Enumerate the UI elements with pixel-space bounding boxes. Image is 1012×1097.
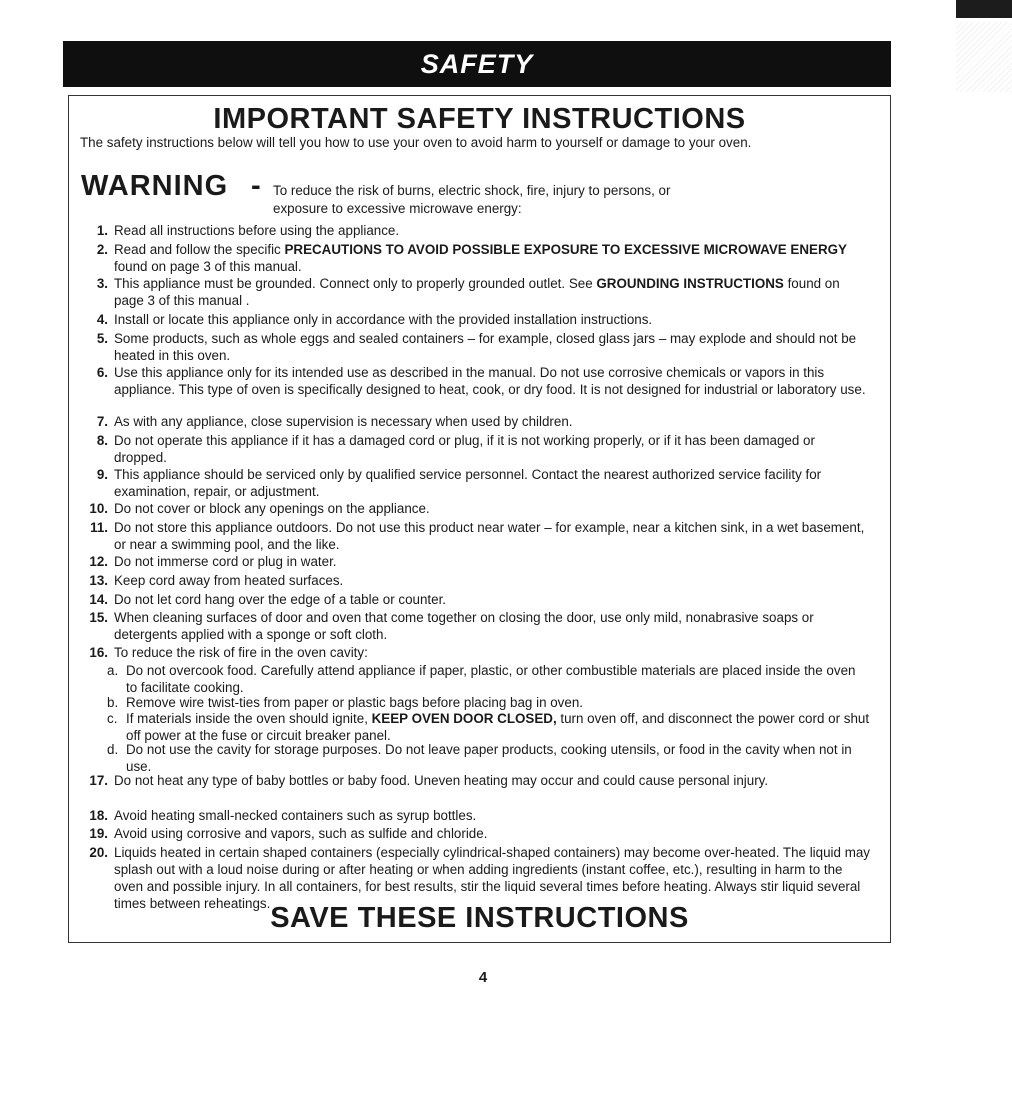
intro-text: The safety instructions below will tell you how to use your oven to avoid harm to yourself or damage to your oven.	[80, 135, 752, 150]
item-number: 5.	[96, 331, 108, 346]
list-item	[75, 553, 870, 570]
item-text: Do not let cord hang over the edge of a table or counter.	[114, 592, 447, 607]
sub-item-letter: d.	[107, 742, 119, 757]
item-text: Install or locate this appliance only in accordance with the provided installation instructions.	[114, 312, 653, 327]
sub-item-letter: c.	[107, 711, 118, 726]
item-text: When cleaning surfaces of door and oven that come together on closing the door, use only mild, nonabrasive soaps or detergents applied with a sponge or soft cloth.	[114, 610, 814, 642]
list-item	[75, 222, 870, 239]
list-item	[75, 572, 870, 589]
item-text: Keep cord away from heated surfaces.	[114, 573, 344, 588]
item-text: As with any appliance, close supervision is necessary when used by children.	[114, 414, 573, 429]
list-item	[75, 364, 870, 398]
item-text: Liquids heated in certain shaped containers (especially cylindrical-shaped containers) may become over-heated. The liquid may splash out with a loud noise during or after heating or when adding ingredients (instant coffee, etc.), resulting in harm to the oven and possible injury. In all containers, for best results, stir the liquid several times before heating. Always stir liquid several times between reheatings.	[114, 845, 870, 911]
item-number: 19.	[89, 826, 108, 841]
list-item	[75, 519, 870, 553]
list-item	[75, 432, 870, 466]
item-text: Some products, such as whole eggs and sealed containers – for example, closed glass jars – may explode and should not be heated in this oven.	[114, 331, 857, 363]
item-number: 2.	[96, 242, 108, 257]
item-number: 1.	[96, 223, 108, 238]
item-number: 11.	[90, 520, 108, 535]
item-text: Avoid heating small-necked containers such as syrup bottles.	[114, 808, 477, 823]
list-item	[75, 311, 870, 328]
scan-corner-mark	[956, 0, 1012, 18]
list-item	[75, 807, 870, 824]
list-item	[75, 772, 870, 789]
sub-list-item	[107, 694, 870, 711]
item-text: Do not cover or block any openings on the appliance.	[114, 501, 430, 516]
scan-speckle	[956, 22, 1012, 92]
item-number: 4.	[96, 312, 108, 327]
warning-text-line2: exposure to excessive microwave energy:	[273, 201, 522, 216]
warning-text-line1: To reduce the risk of burns, electric shock, fire, injury to persons, or	[273, 183, 671, 198]
item-number: 18.	[89, 808, 108, 823]
item-text: This appliance must be grounded. Connect only to properly grounded outlet. See GROUNDING INSTRUCTIONS found on page 3 of this manual .	[114, 276, 840, 308]
item-text: Read all instructions before using the appliance.	[114, 223, 400, 238]
item-number: 7.	[96, 414, 108, 429]
item-number: 8.	[96, 433, 108, 448]
warning-dash: -	[251, 170, 261, 202]
section-title: SAFETY	[420, 49, 534, 79]
item-text: Read and follow the specific PRECAUTIONS TO AVOID POSSIBLE EXPOSURE TO EXCESSIVE MICROWAVE ENERGY found on page 3 of this manual.	[114, 242, 847, 274]
sub-list-item	[107, 710, 870, 744]
list-item	[75, 466, 870, 500]
item-text: Do not store this appliance outdoors. Do not use this product near water – for example, near a kitchen sink, in a wet basement, or near a swimming pool, and the like.	[114, 520, 865, 552]
item-text: Do not operate this appliance if it has a damaged cord or plug, if it is not working properly, or if it has been damaged or dropped.	[114, 433, 815, 465]
item-number: 16.	[89, 645, 108, 660]
item-number: 14.	[89, 592, 108, 607]
sub-item-text: Do not overcook food. Carefully attend appliance if paper, plastic, or other combustible materials are placed inside the oven to facilitate cooking.	[126, 663, 856, 695]
sub-list-item	[107, 741, 870, 775]
item-number: 6.	[96, 365, 108, 380]
sub-item-text: Do not use the cavity for storage purposes. Do not leave paper products, cooking utensils, or food in the cavity when not in use.	[126, 742, 852, 774]
list-item	[75, 825, 870, 842]
item-number: 9.	[96, 467, 108, 482]
item-number: 17.	[89, 773, 108, 788]
page-number: 4	[478, 969, 488, 986]
item-text: To reduce the risk of fire in the oven cavity:	[114, 645, 368, 660]
list-item	[75, 413, 870, 430]
sub-item-letter: a.	[107, 663, 119, 678]
item-number: 13.	[89, 573, 108, 588]
item-text: This appliance should be serviced only by qualified service personnel. Contact the nearest authorized service facility for examination, repair, or adjustment.	[114, 467, 822, 499]
item-number: 15.	[89, 610, 108, 625]
save-instructions-heading: SAVE THESE INSTRUCTIONS	[270, 902, 689, 934]
sub-item-text: Remove wire twist-ties from paper or plastic bags before placing bag in oven.	[126, 695, 583, 710]
list-item	[75, 241, 870, 275]
item-text: Use this appliance only for its intended use as described in the manual. Do not use corrosive chemicals or vapors in this appliance. This type of oven is specifically designed to heat, cook, or dry food. It is not designed for industrial or laboratory use.	[114, 365, 866, 397]
item-text: Do not heat any type of baby bottles or baby food. Uneven heating may occur and could cause personal injury.	[114, 773, 769, 788]
list-item	[75, 275, 870, 309]
list-item	[75, 591, 870, 608]
list-item	[75, 500, 870, 517]
item-number: 3.	[96, 276, 108, 291]
item-text: Do not immerse cord or plug in water.	[114, 554, 337, 569]
item-text: Avoid using corrosive and vapors, such as sulfide and chloride.	[114, 826, 488, 841]
list-item	[75, 644, 870, 661]
instructions-box	[68, 95, 891, 943]
sub-item-letter: b.	[107, 695, 119, 710]
sub-list-item	[107, 662, 870, 696]
page-title: IMPORTANT SAFETY INSTRUCTIONS	[213, 103, 746, 135]
item-number: 12.	[89, 554, 108, 569]
sub-item-text: If materials inside the oven should ignite, KEEP OVEN DOOR CLOSED, turn oven off, and disconnect the power cord or shut off power at the fuse or circuit breaker panel.	[126, 711, 870, 743]
warning-heading: WARNING	[81, 170, 229, 202]
section-banner	[63, 41, 891, 87]
item-number: 20.	[89, 845, 108, 860]
list-item	[75, 609, 870, 643]
item-number: 10.	[89, 501, 108, 516]
list-item	[75, 330, 870, 364]
